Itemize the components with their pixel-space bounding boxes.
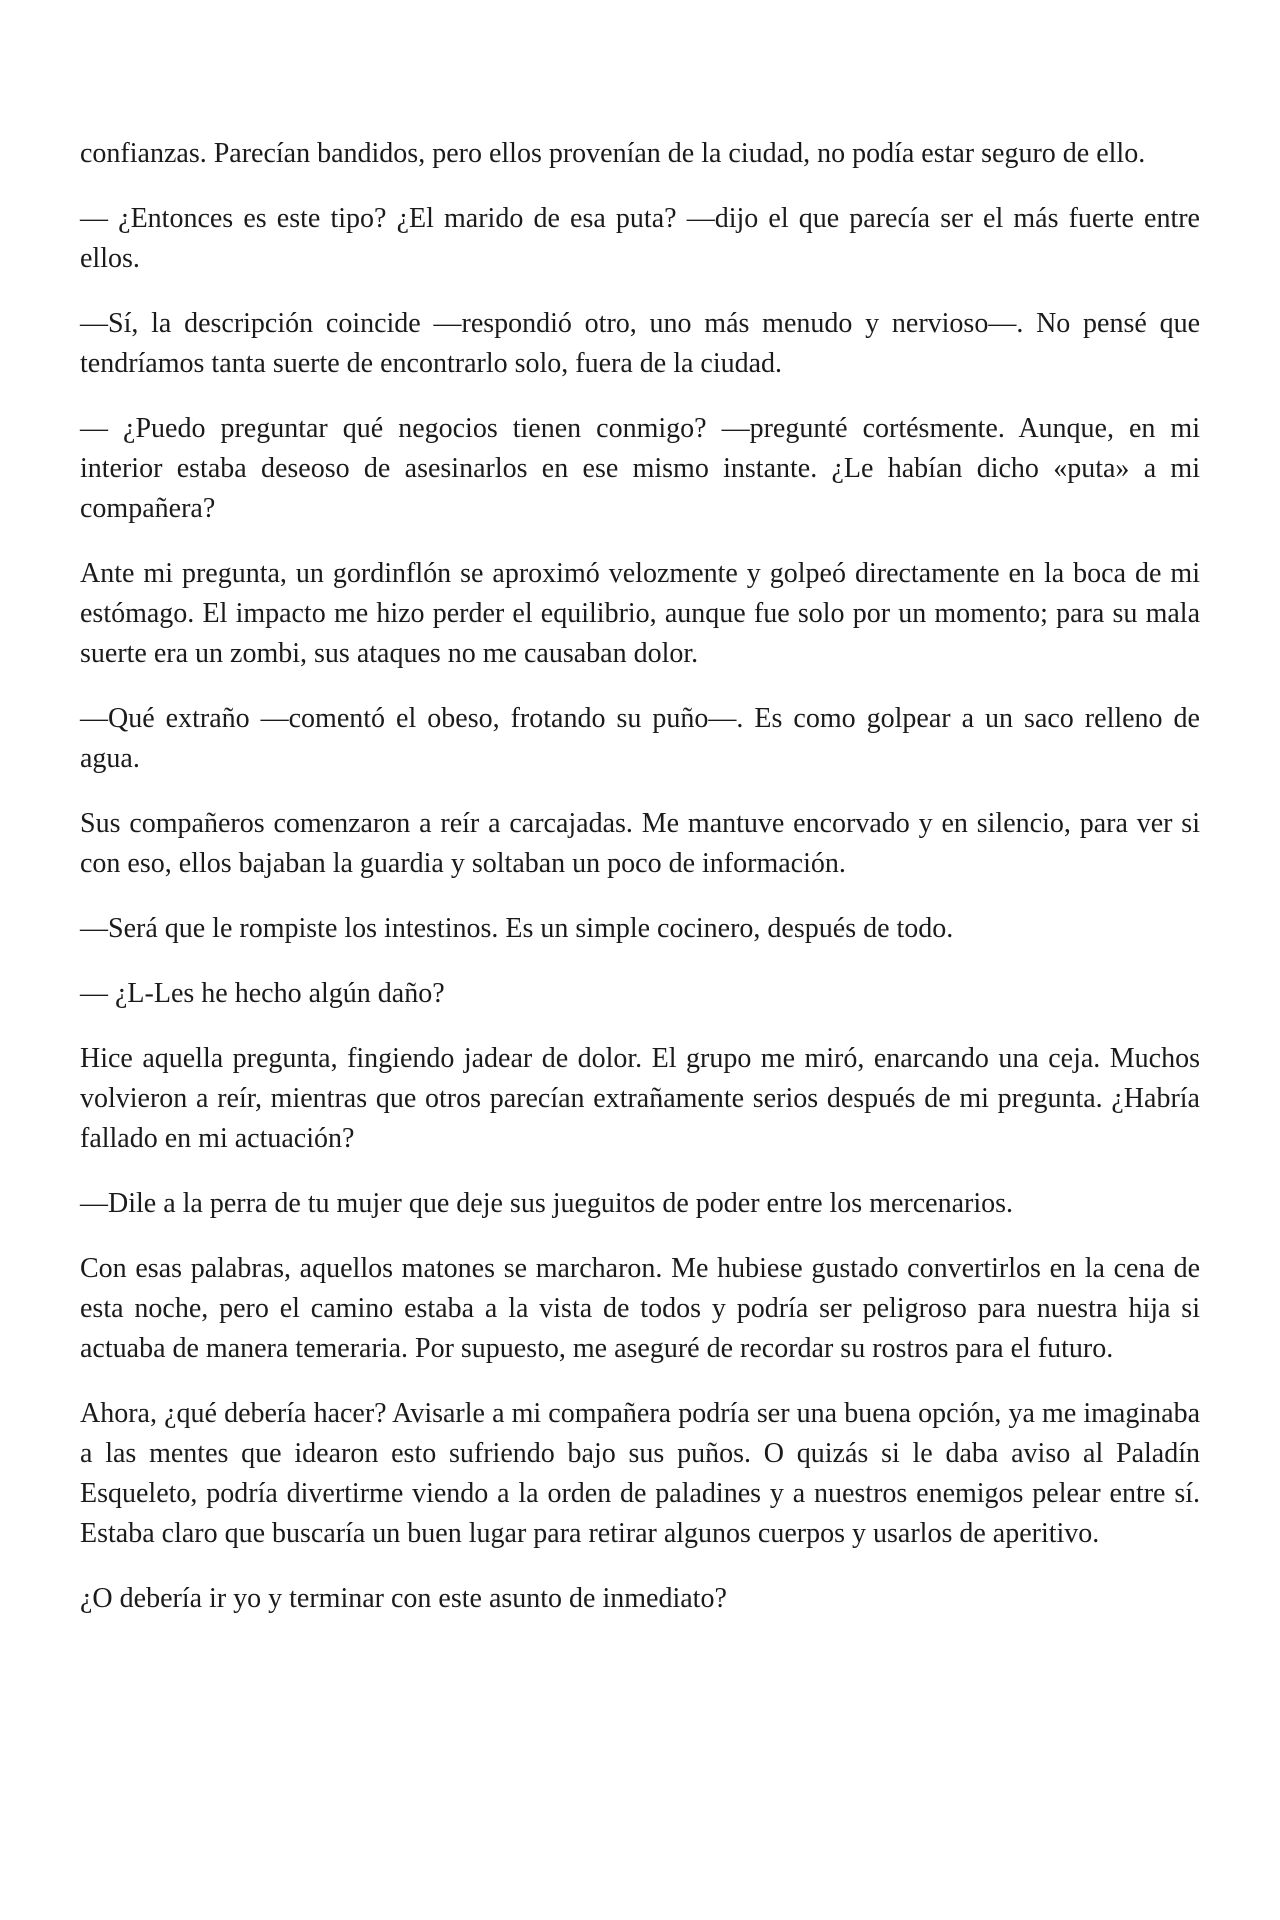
paragraph: —Dile a la perra de tu mujer que deje sus jueguitos de poder entre los mercenarios. (80, 1188, 1014, 1219)
paragraph: Hice aquella pregunta, fingiendo jadear de dolor. El grupo me miró, enarcando una ceja. Muchos volvieron a reír, mientras que otros parecían extrañamente serios después de mi pregunta. ¿Habría fallado en mi actuación? (80, 1043, 1200, 1154)
paragraph: — ¿Puedo preguntar qué negocios tienen conmigo? —pregunté cortésmente. Aunque, en mi interior estaba deseoso de asesinarlos en ese mismo instante. ¿Le habían dicho «puta» a mi compañera? (80, 413, 1200, 524)
paragraph: Sus compañeros comenzaron a reír a carcajadas. Me mantuve encorvado y en silencio, para ver si con eso, ellos bajaban la guardia y soltaban un poco de información. (80, 808, 1200, 879)
paragraph: — ¿Entonces es este tipo? ¿El marido de esa puta? —dijo el que parecía ser el más fuerte entre ellos. (80, 203, 1200, 274)
paragraph: Ante mi pregunta, un gordinflón se aproximó velozmente y golpeó directamente en la boca de mi estómago. El impacto me hizo perder el equilibrio, aunque fue solo por un momento; para su mala suerte era un zombi, sus ataques no me causaban dolor. (80, 558, 1200, 669)
paragraph: —Sí, la descripción coincide —respondió otro, uno más menudo y nervioso—. No pensé que tendríamos tanta suerte de encontrarlo solo, fuera de la ciudad. (80, 308, 1200, 379)
document-page (80, 134, 1200, 1644)
paragraph: —Qué extraño —comentó el obeso, frotando su puño—. Es como golpear a un saco relleno de agua. (80, 703, 1200, 774)
paragraph: ¿O debería ir yo y terminar con este asunto de inmediato? (80, 1583, 727, 1614)
paragraph: —Será que le rompiste los intestinos. Es un simple cocinero, después de todo. (80, 913, 954, 944)
paragraph: Con esas palabras, aquellos matones se marcharon. Me hubiese gustado convertirlos en la cena de esta noche, pero el camino estaba a la vista de todos y podría ser peligroso para nuestra hija si actuaba de manera temeraria. Por supuesto, me aseguré de recordar su rostros para el futuro. (80, 1253, 1200, 1364)
paragraph: Ahora, ¿qué debería hacer? Avisarle a mi compañera podría ser una buena opción, ya me imaginaba a las mentes que idearon esto sufriendo bajo sus puños. O quizás si le daba aviso al Paladín Esqueleto, podría divertirme viendo a la orden de paladines y a nuestros enemigos pelear entre sí. Estaba claro que buscaría un buen lugar para retirar algunos cuerpos y usarlos de aperitivo. (80, 1398, 1200, 1549)
paragraph: — ¿L-Les he hecho algún daño? (80, 978, 445, 1009)
paragraph: confianzas. Parecían bandidos, pero ellos provenían de la ciudad, no podía estar seguro de ello. (80, 138, 1146, 169)
